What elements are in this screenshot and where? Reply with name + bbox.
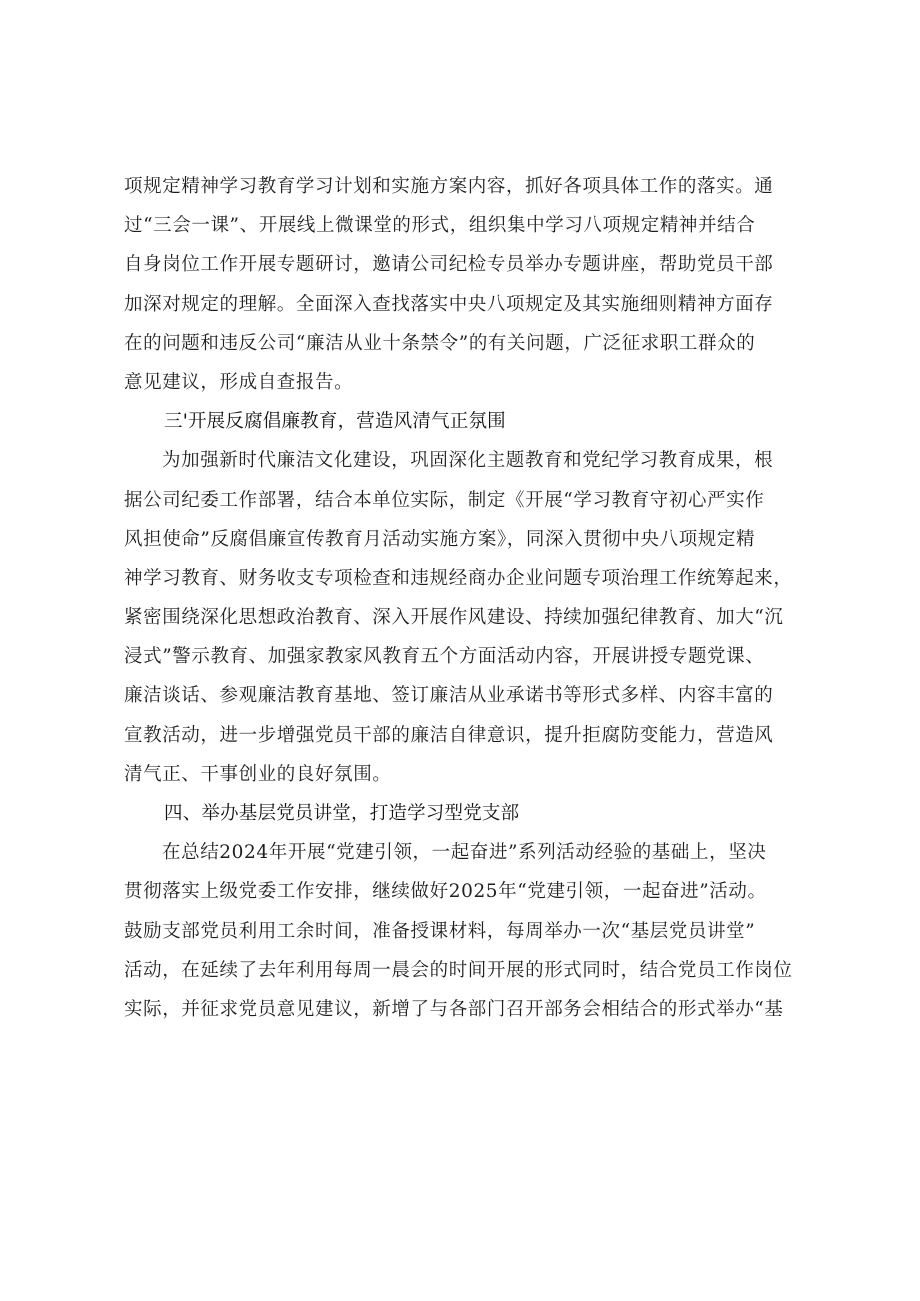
paragraph-line: 风担使命”反腐倡廉宣传教育月活动实施方案》，同深入贯彻中央八项规定精 bbox=[124, 528, 756, 550]
section-heading-4: 四、举办基层党员讲堂，打造学习型党支部 bbox=[164, 803, 520, 824]
paragraph-line: 浸式”警示教育、加强家教家风教育五个方面活动内容，开展讲授专题党课、 bbox=[124, 646, 765, 668]
section-heading-3: 三'开展反腐倡廉教育，营造风清气正氛围 bbox=[164, 411, 506, 433]
paragraph-self-inspection bbox=[124, 167, 804, 402]
paragraph-line: 在的问题和违反公司“廉洁从业十条禁令”的有关问题，广泛征求职工群众的 bbox=[124, 332, 756, 354]
paragraph-line: 过“三会一课”、开展线上微课堂的形式，组织集中学习八项规定精神并结合 bbox=[124, 215, 756, 237]
document-body bbox=[124, 167, 804, 1029]
paragraph-line: 据公司纪委工作部署，结合本单位实际，制定《开展“学习教育守初心严实作 bbox=[124, 489, 765, 511]
paragraph-line: 紧密围绕深化思想政治教育、深入开展作风建设、持续加强纪律教育、加大“沉 bbox=[124, 607, 784, 629]
paragraph-party-lecture bbox=[124, 833, 804, 1029]
paragraph-line: 意见建议，形成自查报告。 bbox=[124, 371, 354, 393]
paragraph-line: 活动，在延续了去年利用每周一晨会的时间开展的形式同时，结合党员工作岗位 bbox=[124, 959, 793, 981]
paragraph-line: 为加强新时代廉洁文化建设，巩固深化主题教育和党纪学习教育成果，根 bbox=[162, 450, 774, 472]
paragraph-line: 神学习教育、财务收支专项检查和违规经商办企业问题专项治理工作统筹起来， bbox=[124, 567, 793, 589]
paragraph-line: 实际，并征求党员意见建议，新增了与各部门召开部务会相结合的形式举办“基 bbox=[124, 998, 784, 1020]
paragraph-anti-corruption bbox=[124, 441, 804, 794]
paragraph-line: 项规定精神学习教育学习计划和实施方案内容，抓好各项具体工作的落实。通 bbox=[124, 176, 774, 197]
paragraph-line: 加深对规定的理解。全面深入查找落实中央八项规定及其实施细则精神方面存 bbox=[124, 293, 774, 315]
paragraph-line: 鼓励支部党员利用工余时间，准备授课材料，每周举办一次“基层党员讲堂” bbox=[124, 920, 756, 942]
paragraph-line: 贯彻落实上级党委工作安排，继续做好2025年“党建引领，一起奋进”活动。 bbox=[124, 881, 767, 903]
paragraph-line: 清气正、干事创业的良好氛围。 bbox=[124, 763, 392, 785]
paragraph-line: 宣教活动，进一步增强党员干部的廉洁自律意识，提升拒腐防变能力，营造风 bbox=[124, 724, 774, 746]
paragraph-line: 廉洁谈话、参观廉洁教育基地、签订廉洁从业承诺书等形式多样、内容丰富的 bbox=[124, 685, 774, 707]
paragraph-line: 在总结2024年开展“党建引领，一起奋进”系列活动经验的基础上，坚决 bbox=[162, 842, 767, 864]
paragraph-line: 自身岗位工作开展专题研讨，邀请公司纪检专员举办专题讲座，帮助党员干部 bbox=[124, 254, 774, 276]
